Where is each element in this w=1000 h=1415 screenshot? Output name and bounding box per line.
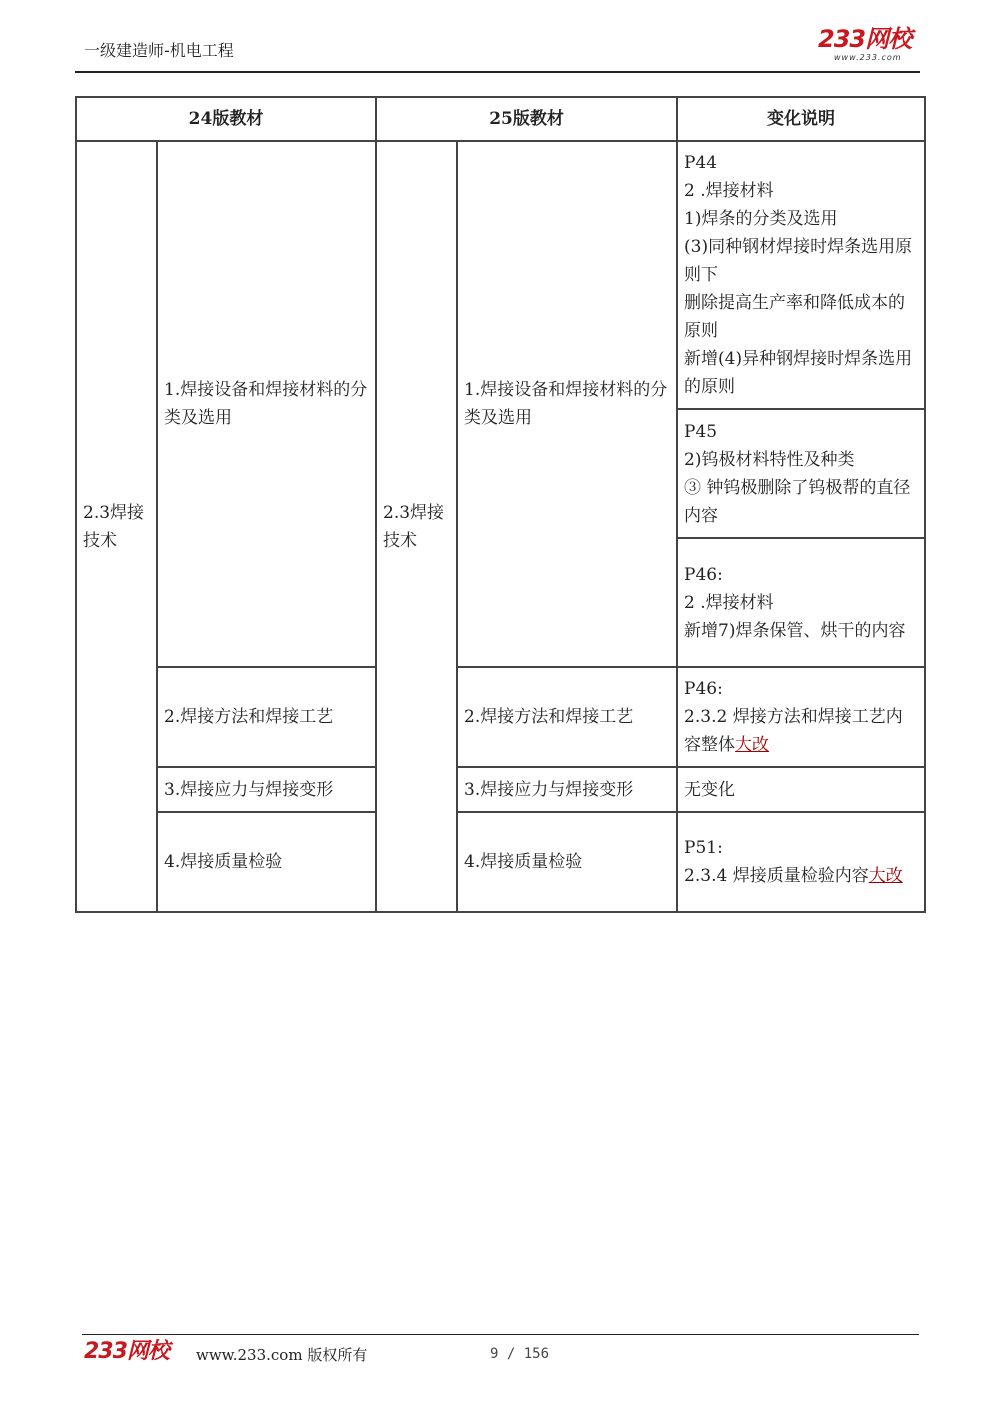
item-24-cell: 2.焊接方法和焊接工艺 [157,667,376,767]
comparison-table [75,96,926,913]
footer-copyright: www.233.com 版权所有 [196,1346,368,1364]
column-header-change: 变化说明 [677,97,925,141]
item-25-cell: 3.焊接应力与焊接变形 [457,767,677,812]
change-line: 2 .焊接材料 [684,181,774,201]
change-line: 1)焊条的分类及选用 [684,209,838,229]
table-row [76,667,925,767]
section-25-cell: 2.3焊接技术 [376,141,457,912]
change-cell [677,812,925,912]
item-25-cell: 1.焊接设备和焊接材料的分类及选用 [457,141,677,667]
change-line: (3)同种钢材焊接时焊条选用原则下 [684,237,913,285]
item-25-cell: 4.焊接质量检验 [457,812,677,912]
header-divider [75,71,920,73]
highlight-text: 大改 [868,866,903,886]
change-cell [677,409,925,538]
change-line: 新增(4)异种钢焊接时焊条选用的原则 [684,349,913,397]
section-24-cell: 2.3焊接技术 [76,141,157,912]
table-row [76,767,925,812]
table-header-row [76,97,925,141]
change-line: P44 [684,153,718,173]
change-line: P51: [684,838,723,858]
logo-url: www.233.com [834,53,902,62]
item-24-cell: 4.焊接质量检验 [157,812,376,912]
change-cell [677,141,925,409]
change-cell: 无变化 [677,767,925,812]
change-line: 删除提高生产率和降低成本的原则 [684,293,906,341]
item-24-cell: 1.焊接设备和焊接材料的分类及选用 [157,141,376,667]
change-text: 2.3.4 焊接质量检验内容 [684,866,869,886]
table-row [76,812,925,912]
column-header-24: 24版教材 [76,97,376,141]
footer-divider [82,1334,919,1335]
change-line: ③ 钟钨极删除了钨极帮的直径内容 [684,477,911,526]
header-title: 一级建造师-机电工程 [84,41,234,60]
change-line: 2 .焊接材料 [684,592,774,613]
change-text: 2.3.2 焊接方法和焊接工艺内容整体 [684,707,903,755]
change-cell [677,538,925,667]
footer-logo: 233网校 [84,1339,169,1364]
logo: 233网校 [818,25,912,53]
change-line: P45 [684,421,718,442]
highlight-text: 大改 [735,735,770,755]
change-line: P46: [684,564,723,585]
item-24-cell: 3.焊接应力与焊接变形 [157,767,376,812]
column-header-25: 25版教材 [376,97,677,141]
change-cell [677,667,925,767]
page-number: 9 / 156 [490,1346,550,1362]
change-line: 2)钨极材料特性及种类 [684,449,855,470]
table-row [76,141,925,409]
item-25-cell: 2.焊接方法和焊接工艺 [457,667,677,767]
change-line: P46: [684,679,723,699]
change-line: 新增7)焊条保管、烘干的内容 [684,620,906,641]
